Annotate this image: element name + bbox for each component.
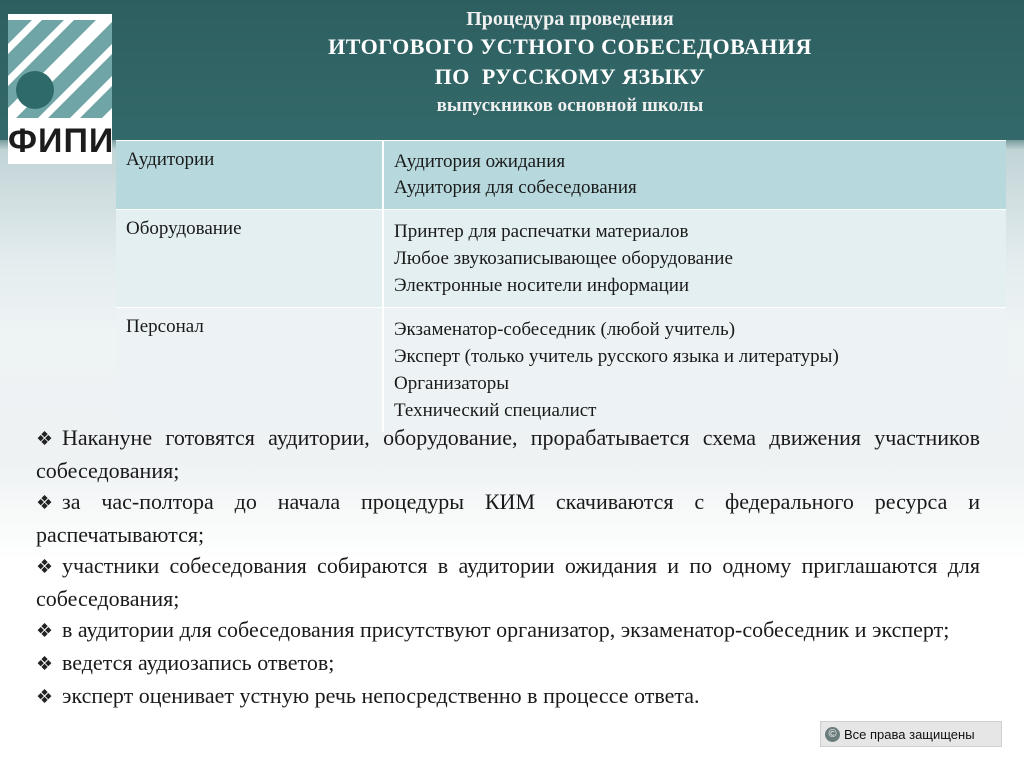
list-item	[36, 647, 980, 680]
table-row	[116, 210, 1006, 308]
list-item-text: в аудитории для собеседования присутствуют организатор, экзаменатор-собеседник и эксперт;	[62, 617, 950, 642]
fipi-logo	[8, 14, 115, 164]
procedure-table	[116, 140, 1006, 432]
list-item	[36, 614, 980, 647]
diamond-bullet-icon: ❖	[36, 429, 54, 450]
diamond-bullet-icon: ❖	[36, 557, 54, 578]
logo-text: ФИПИ	[8, 122, 115, 160]
table-row-label: Персонал	[116, 308, 383, 433]
diamond-bullet-icon: ❖	[36, 687, 54, 708]
title-line-4: выпускников основной школы	[436, 95, 704, 116]
table-value: Технический специалист	[394, 400, 597, 421]
table-row	[116, 308, 1006, 433]
table-value: Электронные носители информации	[394, 275, 690, 296]
table-row	[116, 141, 1006, 210]
list-item	[36, 550, 980, 614]
bullet-list	[36, 422, 980, 713]
diamond-bullet-icon: ❖	[36, 621, 54, 642]
table-value: Эксперт (только учитель русского языка и литературы)	[394, 346, 839, 367]
diamond-bullet-icon: ❖	[36, 654, 54, 675]
title-line-3: ПО РУССКОМУ ЯЗЫКУ	[434, 64, 706, 89]
list-item	[36, 422, 980, 486]
list-item-text: участники собеседования собираются в аудитории ожидания и по одному приглашаются для собеседования;	[36, 553, 980, 611]
copyright-badge	[820, 721, 1002, 747]
page-title	[120, 6, 1020, 120]
list-item	[36, 680, 980, 713]
table-value: Организаторы	[394, 373, 510, 394]
table-row-values	[383, 308, 1006, 433]
list-item-text: за час-полтора до начала процедуры КИМ скачиваются с федерального ресурса и распечатываются;	[36, 489, 980, 547]
copyright-icon: ©	[825, 727, 840, 742]
table-row-label: Оборудование	[116, 210, 383, 308]
table-value: Экзаменатор-собеседник (любой учитель)	[394, 319, 736, 340]
table-value: Аудитория для собеседования	[394, 177, 637, 198]
table-value: Принтер для распечатки материалов	[394, 221, 689, 242]
title-line-1: Процедура проведения	[466, 8, 674, 30]
table-value: Любое звукозаписывающее оборудование	[394, 248, 733, 269]
table-row-label: Аудитории	[116, 141, 383, 210]
list-item-text: ведется аудиозапись ответов;	[62, 650, 335, 675]
table-row-values	[383, 210, 1006, 308]
list-item-text: эксперт оценивает устную речь непосредственно в процессе ответа.	[62, 683, 700, 708]
table-value: Аудитория ожидания	[394, 151, 566, 172]
copyright-text: Все права защищены	[844, 726, 975, 742]
list-item-text: Накануне готовятся аудитории, оборудование, прорабатывается схема движения участников собеседования;	[36, 425, 980, 483]
table-row-values	[383, 141, 1006, 210]
list-item	[36, 486, 980, 550]
diamond-bullet-icon: ❖	[36, 493, 54, 514]
title-line-2: ИТОГОВОГО УСТНОГО СОБЕСЕДОВАНИЯ	[328, 34, 812, 59]
